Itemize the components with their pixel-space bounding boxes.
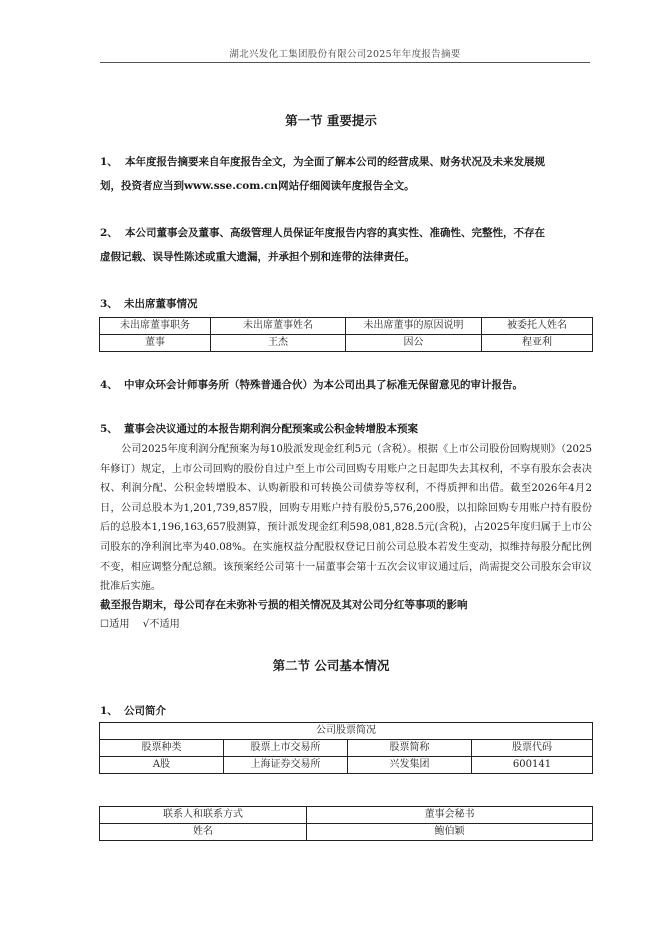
table-header-cell: 董事会秘书	[307, 807, 593, 824]
checkmark-icon[interactable]: √	[142, 619, 150, 630]
table-header-row	[100, 318, 593, 335]
item4-paragraph	[100, 377, 523, 392]
uncovered-loss-title: 截至报告期末，母公司存在未弥补亏损的相关情况及其对公司分红等事项的影响	[100, 599, 468, 611]
item5-number: 5、	[100, 423, 118, 435]
item2-line1: 本公司董事会及董事、高级管理人员保证年度报告内容的真实性、准确性、完整性，不存在	[125, 227, 545, 239]
table-header-cell: 被委托人姓名	[482, 318, 593, 335]
table-cell: 王杰	[211, 335, 346, 352]
header-divider	[100, 62, 590, 63]
section2-item1-number: 1、	[100, 705, 118, 717]
table-header-cell: 未出席董事职务	[100, 318, 211, 335]
table-header-cell: 未出席董事姓名	[211, 318, 346, 335]
option-applicable-label: 适用	[109, 619, 130, 630]
item3-heading	[100, 296, 198, 311]
section1-title: 第一节 重要提示	[285, 113, 377, 128]
table-cell: 兴发集团	[348, 757, 472, 774]
table-cell: 600141	[472, 757, 593, 774]
table-cell: 鲍伯颖	[307, 824, 593, 841]
item2-line2: 虚假记载、误导性陈述或重大遗漏，并承担个别和连带的法律责任。	[100, 251, 415, 263]
table-header-cell: 未出席董事的原因说明	[346, 318, 482, 335]
item2-number: 2、	[100, 227, 118, 239]
table-header-cell: 股票简称	[348, 740, 472, 757]
table-header-row	[100, 740, 593, 757]
table-cell: 姓名	[100, 824, 307, 841]
table-header-cell: 股票上市交易所	[224, 740, 348, 757]
item5-title: 董事会决议通过的本报告期利润分配预案或公积金转增股本预案	[124, 423, 418, 435]
table-header-row	[100, 807, 593, 824]
item1-line1: 本年度报告摘要来自年度报告全文，为全面了解本公司的经营成果、财务状况及未来发展规	[125, 156, 545, 168]
table-row	[100, 757, 593, 774]
item3-number: 3、	[100, 298, 118, 310]
applicability-options	[100, 615, 180, 630]
stock-info-table	[99, 722, 593, 774]
table-row	[100, 335, 593, 352]
table-cell: 程亚利	[482, 335, 593, 352]
section2-title: 第二节 公司基本情况	[272, 658, 390, 673]
item2-paragraph	[100, 221, 592, 269]
item1-line2: 划，投资者应当到www.sse.com.cn网站仔细阅读年度报告全文。	[100, 180, 415, 192]
checkbox-unchecked-icon[interactable]: ☐	[100, 619, 110, 630]
table-header-cell: 股票代码	[472, 740, 593, 757]
option-not-applicable-label: 不适用	[149, 619, 180, 630]
table-row	[100, 824, 593, 841]
table-cell: A股	[100, 757, 224, 774]
item4-number: 4、	[100, 379, 118, 391]
section2-item1-heading	[100, 703, 166, 718]
item3-title: 未出席董事情况	[124, 298, 198, 310]
item1-paragraph	[100, 150, 592, 198]
item1-number: 1、	[100, 156, 118, 168]
contact-info-table	[99, 806, 593, 841]
table-caption-row	[100, 723, 593, 740]
table-header-cell: 联系人和联系方式	[100, 807, 307, 824]
section2-item1-title: 公司简介	[124, 705, 166, 717]
table-cell: 董事	[100, 335, 211, 352]
table-cell: 上海证券交易所	[224, 757, 348, 774]
item5-heading	[100, 421, 418, 436]
item4-text: 中审众环会计师事务所（特殊普通合伙）为本公司出具了标准无保留意见的审计报告。	[124, 379, 523, 391]
profit-distribution-body: 公司2025年度利润分配预案为每10股派发现金红利5元（含税）。根据《上市公司股份回购规则》（2025年修订）规定，上市公司回购的股份自过户至上市公司回购专用账户之日起即失去其权利，不享有股东会表决权、利润分配、公积金转增股本、认购新股和可转换公司债券等权利，不得质押和出借。截至2026年4月2日，公司总股本为1,201,739,857股，回购专用账户持有股份5,576,200股，以扣除回购专用账户持有股份后的总股本1,196,163,657股测算，预计派发现金红利598,081,828.5元(含税)，占2025年度归属于上市公司股东的净利润比率为40.08%。在实施权益分配股权登记日前公司总股本若发生变动，拟维持每股分配比例不变，相应调整分配总额。该预案经公司第十一届董事会第十五次会议审议通过后，尚需提交公司股东会审议批准后实施。	[100, 444, 592, 593]
table-cell: 因公	[346, 335, 482, 352]
table-header-cell: 股票种类	[100, 740, 224, 757]
page-header: 湖北兴发化工集团股份有限公司2025年年度报告摘要	[229, 49, 461, 60]
absent-directors-table	[99, 317, 593, 352]
table-caption: 公司股票简况	[100, 723, 593, 740]
